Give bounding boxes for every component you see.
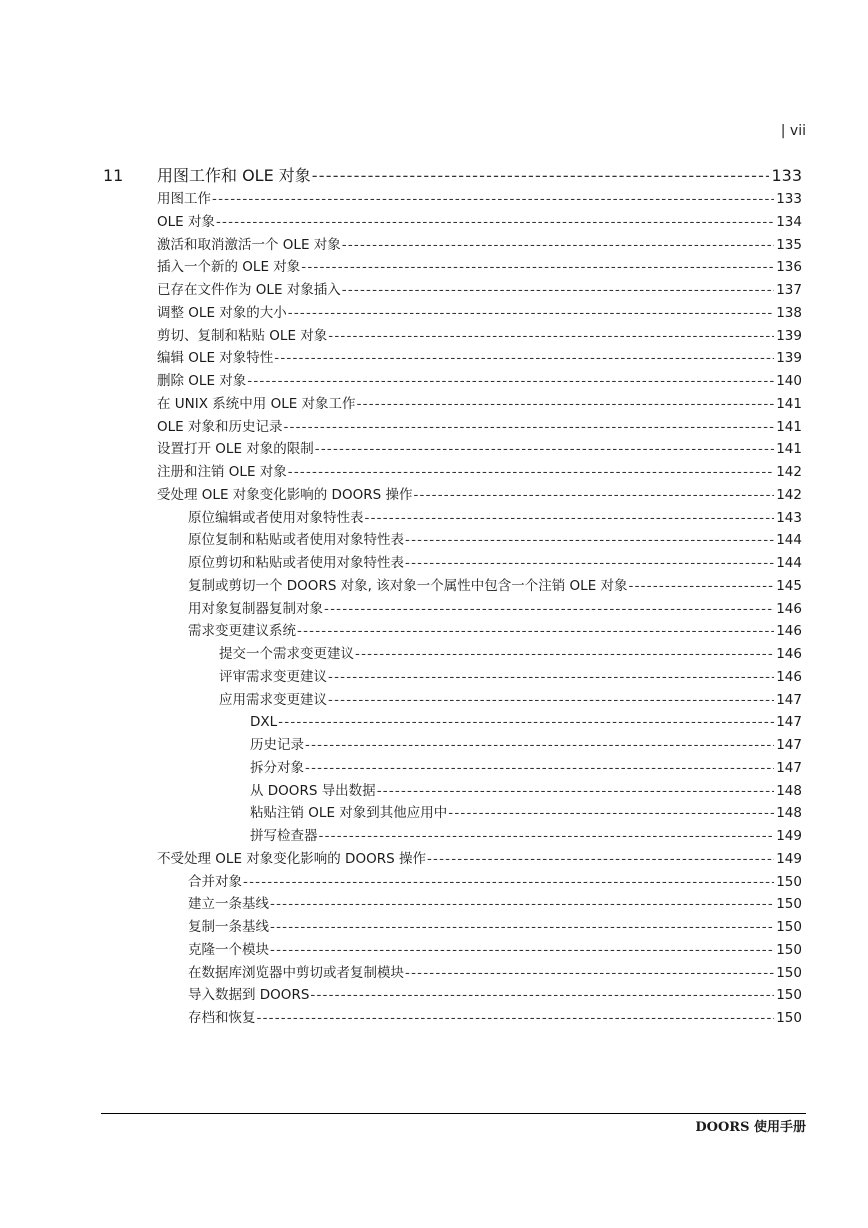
toc-entry-title: 粘贴注销 OLE 对象到其他应用中 xyxy=(250,805,448,822)
toc-entry-page: 146 xyxy=(776,646,802,662)
toc-entry[interactable] xyxy=(188,984,802,1006)
dot-leader xyxy=(305,734,774,756)
dot-leader xyxy=(247,370,774,392)
toc-entry[interactable] xyxy=(157,393,802,415)
toc-entry-page: 150 xyxy=(776,987,802,1004)
toc-entry[interactable] xyxy=(157,370,802,392)
dot-leader xyxy=(629,575,775,597)
footer-rule xyxy=(101,1113,806,1114)
dot-leader xyxy=(288,461,774,483)
toc-chapter-entry[interactable] xyxy=(157,165,802,187)
toc-entry[interactable] xyxy=(219,643,802,665)
toc-entry-page: 136 xyxy=(776,259,802,276)
toc-entry[interactable] xyxy=(157,279,802,301)
toc-entry-page: 144 xyxy=(776,532,802,549)
dot-leader xyxy=(283,416,774,438)
toc-entry-page: 147 xyxy=(776,759,802,776)
dot-leader xyxy=(270,893,774,915)
footer-text: DOORS 使用手册 xyxy=(695,1120,806,1135)
toc-entry-title: OLE 对象和历史记录 xyxy=(157,418,283,435)
toc-entry-title: 用对象复制器复制对象 xyxy=(188,600,323,617)
toc-entry-title: 拼写检查器 xyxy=(250,828,318,844)
toc-entry-title: 需求变更建议系统 xyxy=(188,623,296,640)
toc-entry-title: 不受处理 OLE 对象变化影响的 DOORS 操作 xyxy=(157,850,426,867)
toc-entry-page: 150 xyxy=(776,896,802,913)
toc-entry-page: 144 xyxy=(776,555,802,571)
toc-entry[interactable] xyxy=(219,666,802,688)
toc-entry-title: 存档和恢复 xyxy=(188,1010,256,1026)
toc-entry-page: 147 xyxy=(776,737,802,753)
toc-entry[interactable] xyxy=(250,780,802,802)
toc-entry[interactable] xyxy=(250,711,802,733)
toc-entry[interactable] xyxy=(219,689,802,711)
toc-entry-page: 134 xyxy=(776,213,802,230)
toc-entry[interactable] xyxy=(188,939,802,961)
toc-entry[interactable] xyxy=(157,848,802,870)
toc-entry-page: 135 xyxy=(776,236,802,253)
toc-entry-page: 140 xyxy=(776,373,802,389)
toc-entry[interactable] xyxy=(157,188,802,210)
toc-entry[interactable] xyxy=(250,757,802,779)
toc-entry[interactable] xyxy=(250,802,802,824)
page-number: | vii xyxy=(780,123,806,139)
dot-leader xyxy=(274,347,774,369)
dot-leader xyxy=(288,302,774,324)
toc-entry-title: 应用需求变更建议 xyxy=(219,691,327,708)
toc-entry[interactable] xyxy=(188,552,802,574)
toc-entry-title: 删除 OLE 对象 xyxy=(157,373,247,389)
toc-entry-page: 146 xyxy=(776,668,802,685)
toc-entry-page: 150 xyxy=(776,919,802,935)
toc-entry-page: 141 xyxy=(776,441,802,458)
dot-leader xyxy=(315,438,774,460)
toc-entry[interactable] xyxy=(188,507,802,529)
toc-entry[interactable] xyxy=(188,598,802,620)
toc-entry-title: 剪切、复制和粘贴 OLE 对象 xyxy=(157,327,328,344)
toc-entry-title: OLE 对象 xyxy=(157,213,215,230)
toc-entry[interactable] xyxy=(157,256,802,278)
toc-entry-title: 注册和注销 OLE 对象 xyxy=(157,464,287,480)
toc-entry-title: 拆分对象 xyxy=(250,759,304,776)
dot-leader xyxy=(355,643,774,665)
toc-entry-page: 147 xyxy=(776,714,802,731)
toc-entry-page: 139 xyxy=(776,350,802,367)
toc-entry[interactable] xyxy=(188,575,802,597)
toc-entry-page: 146 xyxy=(776,600,802,617)
toc-entry-page: 147 xyxy=(776,691,802,708)
dot-leader xyxy=(405,529,774,551)
toc-entry[interactable] xyxy=(188,529,802,551)
toc-entry-title: 克隆一个模块 xyxy=(188,941,269,958)
toc-entry-page: 139 xyxy=(776,327,802,344)
dot-leader xyxy=(342,279,774,301)
dot-leader xyxy=(278,711,774,733)
toc-entry-title: DXL xyxy=(250,714,278,731)
toc-entry-title: 已存在文件作为 OLE 对象插入 xyxy=(157,282,341,298)
toc-entry-page: 148 xyxy=(776,805,802,822)
dot-leader xyxy=(427,848,774,870)
toc-entry-title: 合并对象 xyxy=(188,873,242,890)
toc-entry-title: 导入数据到 DOORS xyxy=(188,987,310,1004)
toc-entry-title: 复制或剪切一个 DOORS 对象, 该对象一个属性中包含一个注销 OLE 对象 xyxy=(188,577,628,594)
toc-entry[interactable] xyxy=(157,325,802,347)
toc-entry-page: 142 xyxy=(776,464,802,480)
toc-entry-title: 在 UNIX 系统中用 OLE 对象工作 xyxy=(157,395,356,412)
toc-entry-page: 149 xyxy=(776,850,802,867)
toc-entry-title: 编辑 OLE 对象特性 xyxy=(157,350,274,367)
dot-leader xyxy=(365,507,775,529)
toc-entry[interactable] xyxy=(157,484,802,506)
dot-leader xyxy=(305,757,774,779)
dot-leader xyxy=(312,165,770,187)
toc-entry-page: 150 xyxy=(776,873,802,890)
toc-entry-title: 历史记录 xyxy=(250,737,304,753)
dot-leader xyxy=(328,666,774,688)
toc-entry[interactable] xyxy=(188,962,802,984)
toc-entry[interactable] xyxy=(250,825,802,847)
toc-entry-page: 146 xyxy=(776,623,802,640)
dot-leader xyxy=(270,939,774,961)
dot-leader xyxy=(319,825,775,847)
toc-entry-page: 148 xyxy=(776,782,802,799)
dot-leader xyxy=(413,484,774,506)
toc-entry-title: 受处理 OLE 对象变化影响的 DOORS 操作 xyxy=(157,486,413,503)
toc-entry[interactable] xyxy=(157,416,802,438)
toc-entry-title: 插入一个新的 OLE 对象 xyxy=(157,259,301,276)
dot-leader xyxy=(216,211,774,233)
toc-entry-page: 143 xyxy=(776,509,802,526)
dot-leader xyxy=(212,188,774,210)
dot-leader xyxy=(342,234,774,256)
toc-entry[interactable] xyxy=(188,871,802,893)
dot-leader xyxy=(328,325,774,347)
toc-entry-page: 145 xyxy=(776,577,802,594)
toc-entry-title: 评审需求变更建议 xyxy=(219,668,327,685)
toc-entry-page: 137 xyxy=(776,282,802,298)
toc-entry[interactable] xyxy=(188,1007,802,1029)
dot-leader xyxy=(243,871,774,893)
toc-entry-title: 设置打开 OLE 对象的限制 xyxy=(157,441,314,458)
toc-entry-title: 在数据库浏览器中剪切或者复制模块 xyxy=(188,964,404,981)
toc-entry-page: 133 xyxy=(776,191,802,207)
toc-entry-title: 原位复制和粘贴或者使用对象特性表 xyxy=(188,532,404,549)
toc-entry[interactable] xyxy=(157,302,802,324)
chapter-number: 11 xyxy=(103,166,124,185)
toc-entry-page: 150 xyxy=(776,941,802,958)
toc-entry[interactable] xyxy=(157,347,802,369)
toc-entry-title: 从 DOORS 导出数据 xyxy=(250,782,376,799)
toc-entry-page: 141 xyxy=(776,418,802,435)
toc-entry-title: 建立一条基线 xyxy=(188,896,269,913)
toc-chapter-title: 用图工作和 OLE 对象 xyxy=(157,166,311,185)
dot-leader xyxy=(310,984,774,1006)
toc-entry[interactable] xyxy=(188,916,802,938)
dot-leader xyxy=(297,620,774,642)
toc-entry[interactable] xyxy=(157,438,802,460)
toc-entry[interactable] xyxy=(157,461,802,483)
toc-entry[interactable] xyxy=(250,734,802,756)
toc-entry[interactable] xyxy=(157,211,802,233)
toc-entry-page: 150 xyxy=(776,964,802,981)
toc-entry-title: 复制一条基线 xyxy=(188,919,269,935)
toc-entry-page: 141 xyxy=(776,395,802,412)
toc-entry-title: 调整 OLE 对象的大小 xyxy=(157,304,287,321)
dot-leader xyxy=(377,780,775,802)
toc-entry-title: 原位剪切和粘贴或者使用对象特性表 xyxy=(188,555,404,571)
toc-entry-title: 原位编辑或者使用对象特性表 xyxy=(188,509,364,526)
toc-entry-title: 用图工作 xyxy=(157,191,211,207)
dot-leader xyxy=(405,552,774,574)
toc-entry[interactable] xyxy=(188,893,802,915)
dot-leader xyxy=(405,962,774,984)
toc-chapter-page: 133 xyxy=(771,166,802,185)
toc-entry-page: 138 xyxy=(776,304,802,321)
toc-entry[interactable] xyxy=(188,620,802,642)
toc-entry-page: 149 xyxy=(776,828,802,844)
toc-entry-title: 提交一个需求变更建议 xyxy=(219,646,354,662)
toc-entry-title: 激活和取消激活一个 OLE 对象 xyxy=(157,236,341,253)
dot-leader xyxy=(257,1007,775,1029)
dot-leader xyxy=(301,256,774,278)
dot-leader xyxy=(270,916,774,938)
dot-leader xyxy=(328,689,774,711)
dot-leader xyxy=(448,802,774,824)
toc-entry-page: 142 xyxy=(776,486,802,503)
toc-entry-page: 150 xyxy=(776,1010,802,1026)
dot-leader xyxy=(324,598,774,620)
dot-leader xyxy=(357,393,775,415)
toc-entry[interactable] xyxy=(157,234,802,256)
